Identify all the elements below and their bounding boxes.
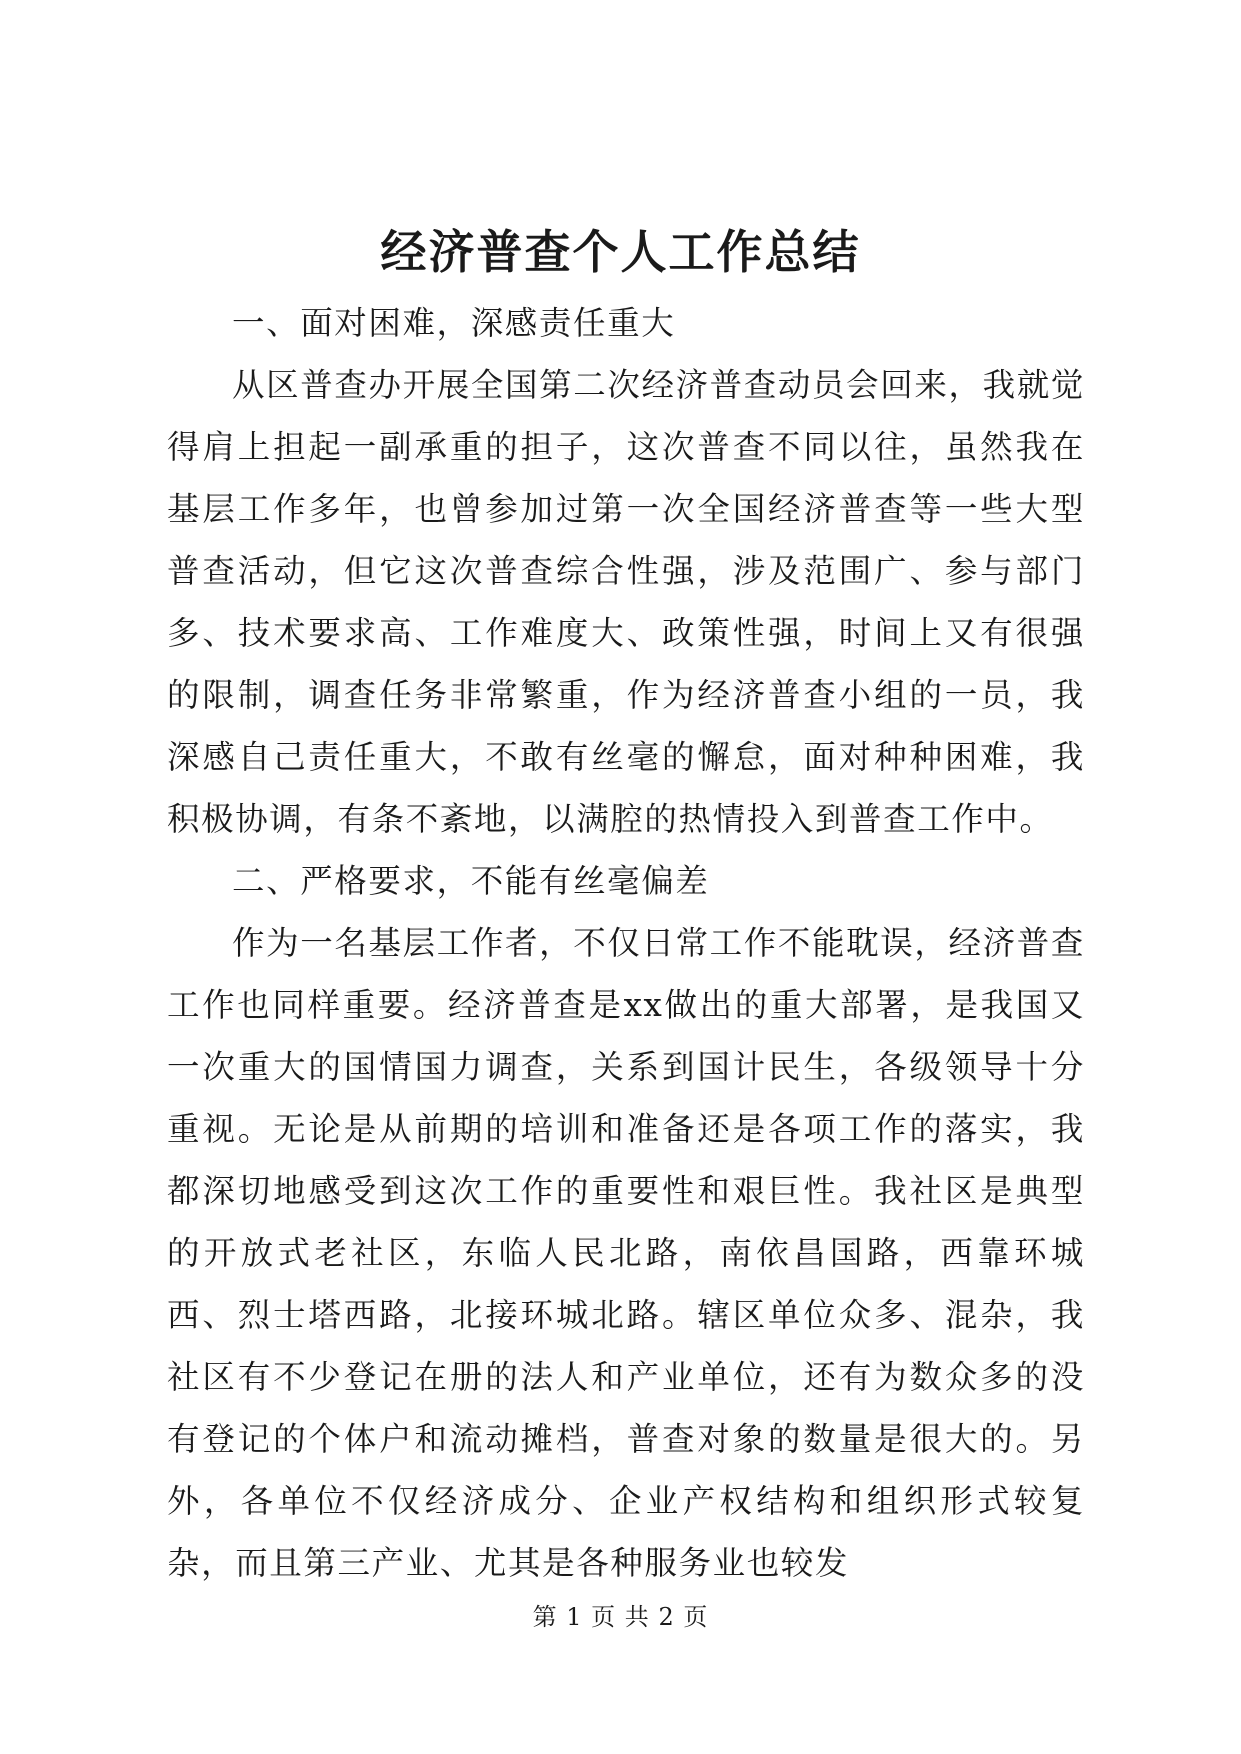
body-paragraph-2: 作为一名基层工作者，不仅日常工作不能耽误，经济普查工作也同样重要。经济普查是xx做出的重大部署，是我国又一次重大的国情国力调查，关系到国计民生，各级领导十分重视。无论是从前期的培训和准备还是各项工作的落实，我都深切地感受到这次工作的重要性和艰巨性。我社区是典型的开放式老社区，东临人民北路，南依昌国路，西靠环城西、烈士塔西路，北接环城北路。辖区单位众多、混杂，我社区有不少登记在册的法人和产业单位，还有为数众多的没有登记的个体户和流动摊档，普查对象的数量是很大的。另外，各单位不仅经济成分、企业产权结构和组织形式较复杂，而且第三产业、尤其是各种服务业也较发: [167, 924, 1085, 1582]
document-title: 经济普查个人工作总结: [380, 225, 861, 279]
document-body: [167, 292, 1085, 1594]
page-footer: [0, 1602, 1241, 1632]
page-number-indicator: 第 1 页 共 2 页: [532, 1603, 709, 1631]
section-heading-1: 一、面对困难，深感责任重大: [232, 304, 676, 342]
section-heading-2: 二、严格要求，不能有丝毫偏差: [232, 862, 710, 900]
body-paragraph-1: 从区普查办开展全国第二次经济普查动员会回来，我就觉得肩上担起一副承重的担子，这次普查不同以往，虽然我在基层工作多年，也曾参加过第一次全国经济普查等一些大型普查活动，但它这次普查综合性强，涉及范围广、参与部门多、技术要求高、工作难度大、政策性强，时间上又有很强的限制，调查任务非常繁重，作为经济普查小组的一员，我深感自己责任重大，不敢有丝毫的懈怠，面对种种困难，我积极协调，有条不紊地，以满腔的热情投入到普查工作中。: [167, 366, 1085, 838]
